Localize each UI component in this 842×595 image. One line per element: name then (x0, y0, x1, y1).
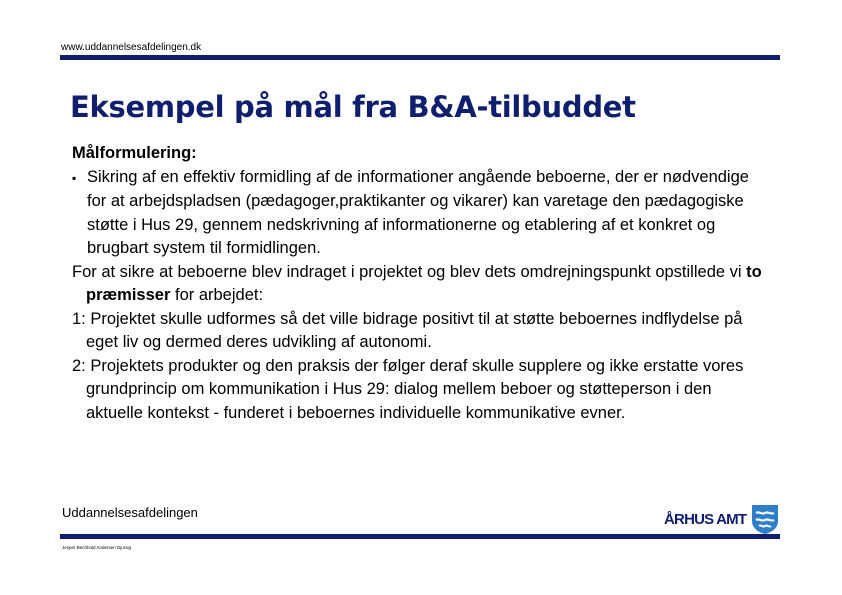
footer-department: Uddannelsesafdelingen (62, 505, 198, 520)
premises-emphasis: to præmisser (86, 262, 762, 304)
premise-1: 1: Projektet skulle udformes så det ville bidrage positivt til at støtte beboernes indflydelse på eget liv og dermed deres udvikling af autonomi. (72, 309, 743, 351)
footer-author: Jesper Bechhold Andersen Djursig (62, 545, 132, 550)
slide-title: Eksempel på mål fra B&A-tilbuddet (70, 90, 636, 124)
premise-2: 2: Projektets produkter og den praksis der følger deraf skulle supplere og ikke erstatte vores grundprincip om kommunikation i Hus 29: dialog mellem beboer og støtteperson i den aktuelle kontekst - funderet i beboernes individuelle kommunikative evner. (72, 356, 744, 422)
goal-heading: Målformulering: (72, 144, 197, 162)
top-divider (60, 55, 780, 60)
slide-body (72, 142, 772, 425)
premises-intro (72, 261, 772, 308)
logo-text: ÅRHUS AMT (664, 510, 747, 528)
aarhus-amt-logo (664, 503, 780, 535)
goal-bullet-text: Sikring af en effektiv formidling af de informationer angående beboerne, der er nødvendige for at arbejdspladsen (pædagoger,praktikanter og vikarer) kan varetage den pædagogiske støtte i Hus 29, gennem nedskrivning af informationerne og etablering af et konkret og brugbart system til formidlingen. (87, 167, 749, 257)
premises-intro-text: For at sikre at beboerne blev indraget i projektet og blev dets omdrejningspunkt opstillede vi (72, 262, 742, 281)
premises-intro-end: for arbejdet: (174, 286, 264, 304)
shield-icon (750, 503, 780, 535)
goal-bullet (72, 166, 772, 261)
header-url: www.uddannelsesafdelingen.dk (61, 42, 202, 53)
square-bullet-icon: ▪ (72, 170, 77, 185)
